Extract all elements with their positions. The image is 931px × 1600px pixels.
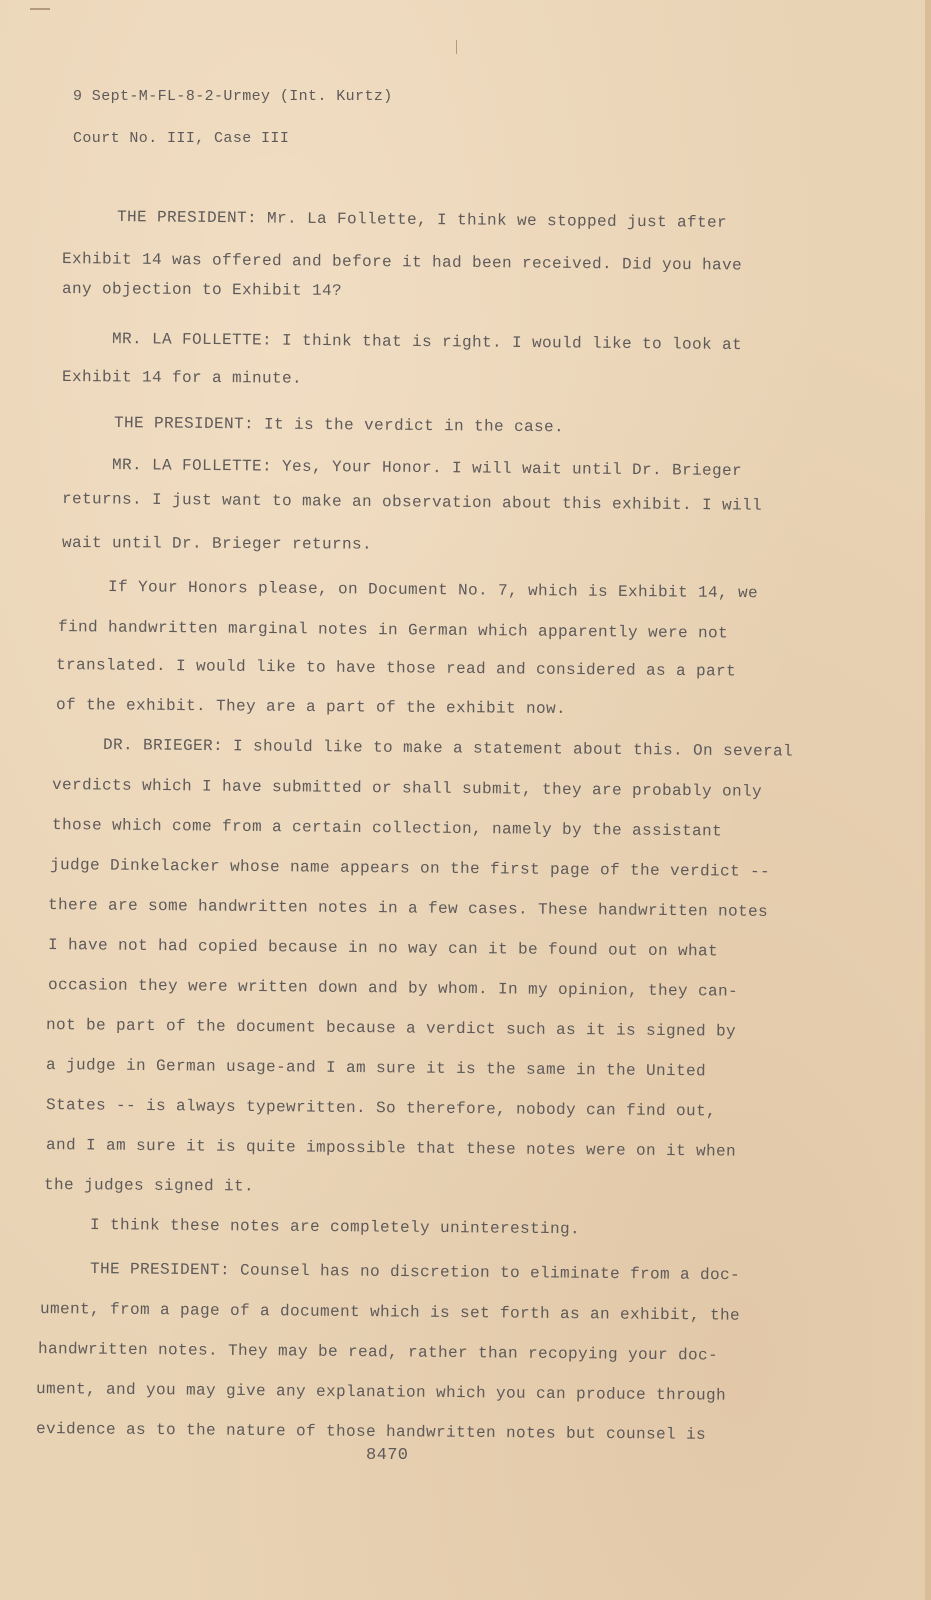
body-line: translated. I would like to have those read and considered as a part xyxy=(55,656,737,681)
body-line: verdicts which I have submitted or shall submit, they are probably only xyxy=(51,776,763,801)
body-line: DR. BRIEGER: I should like to make a statement about this. On several xyxy=(102,736,794,761)
body-line: any objection to Exhibit 14? xyxy=(61,280,343,300)
body-line: Exhibit 14 for a minute. xyxy=(61,368,303,388)
body-line: a judge in German usage-and I am sure it is the same in the United xyxy=(45,1056,707,1081)
header-line-1: 9 Sept-M-FL-8-2-Urmey (Int. Kurtz) xyxy=(73,88,393,105)
body-line: handwritten notes. They may be read, rather than recopying your doc- xyxy=(37,1340,719,1365)
body-line: Exhibit 14 was offered and before it had been received. Did you have xyxy=(61,250,743,275)
body-line: there are some handwritten notes in a few cases. These handwritten notes xyxy=(47,896,769,921)
body-line: THE PRESIDENT: It is the verdict in the case. xyxy=(113,414,565,437)
body-line: ument, and you may give any explanation which you can produce through xyxy=(35,1380,727,1405)
body-line: returns. I just want to make an observation about this exhibit. I will xyxy=(61,490,763,515)
body-line: evidence as to the nature of those handwritten notes but counsel is xyxy=(35,1420,707,1444)
body-line: MR. LA FOLLETTE: I think that is right. I would like to look at xyxy=(111,330,743,355)
body-line: THE PRESIDENT: Mr. La Follette, I think we stopped just after xyxy=(116,208,728,232)
body-line: I have not had copied because in no way can it be found out on what xyxy=(47,936,719,961)
header-line-2: Court No. III, Case III xyxy=(73,130,290,147)
body-line: occasion they were written down and by whom. In my opinion, they can- xyxy=(47,976,739,1001)
paper-mark xyxy=(456,40,457,54)
body-line: of the exhibit. They are a part of the exhibit now. xyxy=(55,696,567,719)
paper-mark xyxy=(30,8,50,10)
body-line: MR. LA FOLLETTE: Yes, Your Honor. I will wait until Dr. Brieger xyxy=(111,456,743,481)
body-line: wait until Dr. Brieger returns. xyxy=(61,534,373,554)
body-line: I think these notes are completely uninteresting. xyxy=(89,1216,581,1239)
page-number: 8470 xyxy=(366,1446,409,1465)
body-line: those which come from a certain collection, namely by the assistant xyxy=(51,816,723,841)
body-line: find handwritten marginal notes in German which apparently were not xyxy=(57,618,729,643)
body-line: and I am sure it is quite impossible that these notes were on it when xyxy=(45,1136,737,1161)
body-line: THE PRESIDENT: Counsel has no discretion to eliminate from a doc- xyxy=(89,1260,741,1285)
body-line: ument, from a page of a document which is set forth as an exhibit, the xyxy=(39,1300,741,1325)
body-line: States -- is always typewritten. So therefore, nobody can find out, xyxy=(45,1096,717,1121)
body-line: If Your Honors please, on Document No. 7, which is Exhibit 14, we xyxy=(107,578,759,603)
body-line: not be part of the document because a verdict such as it is signed by xyxy=(45,1016,737,1041)
body-line: the judges signed it. xyxy=(43,1176,255,1196)
body-line: judge Dinkelacker whose name appears on the first page of the verdict -- xyxy=(49,856,771,881)
